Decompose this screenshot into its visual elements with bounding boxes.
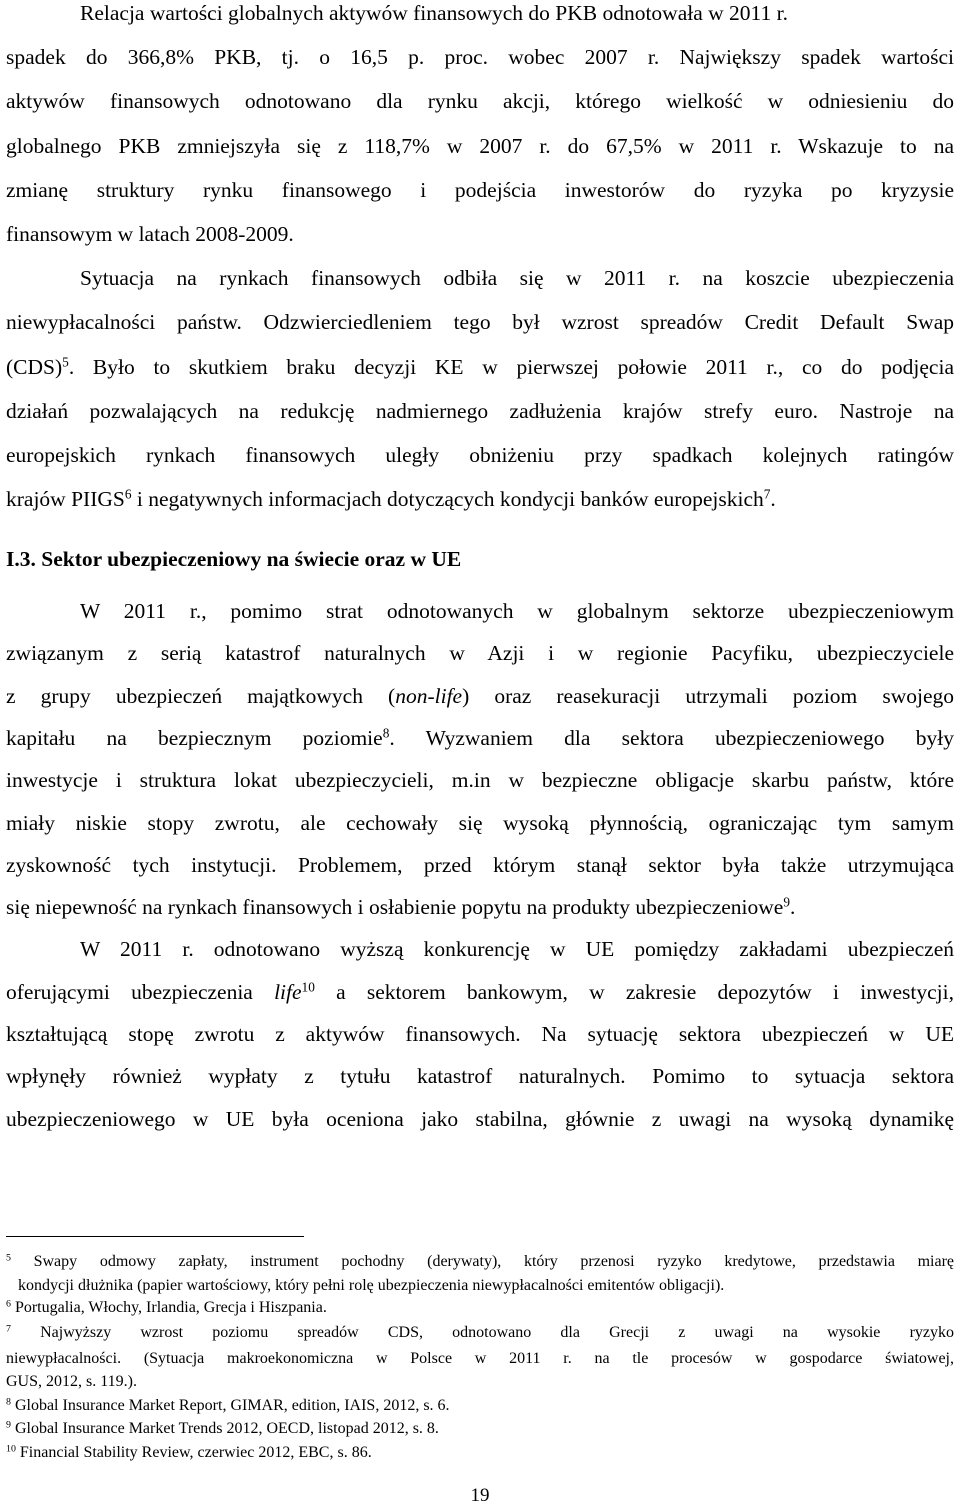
text-run: finansowym w latach 2008-2009. bbox=[6, 222, 294, 246]
text-line bbox=[6, 1021, 954, 1047]
text-line bbox=[80, 265, 954, 291]
footnote-line bbox=[18, 1276, 954, 1296]
text-line bbox=[6, 683, 954, 709]
text-run: się niepewność na rynkach finansowych i osłabienie popytu na produkty ubezpieczeniowe bbox=[6, 895, 784, 920]
footnote-ref: 10 bbox=[301, 979, 315, 995]
text-run: W 2011 r., pomimo strat odnotowanych w globalnym sektorze ubezpieczeniowym bbox=[80, 599, 954, 623]
text-run: kapitału na bezpiecznym poziomie bbox=[6, 725, 383, 750]
text-run: ) oraz reasekuracji utrzymali poziom swojego bbox=[462, 683, 954, 708]
text-line bbox=[6, 486, 954, 512]
page-number: 19 bbox=[470, 1485, 490, 1506]
text-line bbox=[6, 88, 954, 114]
text-line bbox=[6, 354, 954, 380]
text-run: wpłynęły również wypłaty z tytułu katastrof naturalnych. Pomimo to sytuacja sektora bbox=[6, 1064, 954, 1089]
text-line bbox=[80, 0, 954, 26]
text-run: . bbox=[790, 895, 796, 920]
footnote-number: 8 bbox=[6, 1396, 11, 1408]
text-run: . Było to skutkiem braku decyzji KE w pierwszej połowie 2011 r., co do podjęcia bbox=[68, 354, 954, 379]
text-line bbox=[6, 133, 954, 159]
text-line bbox=[6, 309, 954, 335]
footnote-line bbox=[6, 1252, 954, 1272]
text-run: Relacja wartości globalnych aktywów finansowych do PKB odnotowała w 2011 r. bbox=[80, 1, 788, 25]
footnote-line bbox=[6, 1372, 954, 1392]
footnote-line bbox=[6, 1323, 954, 1343]
text-run: ubezpieczeniowego w UE była oceniona jako stabilna, głównie z uwagi na wysoką dynamikę bbox=[6, 1106, 954, 1131]
italic-term: non-life bbox=[395, 683, 463, 708]
text-line bbox=[6, 177, 954, 203]
text-line bbox=[6, 1063, 954, 1089]
text-run: oferującymi ubezpieczenia bbox=[6, 979, 275, 1004]
footnote-number: 5 bbox=[6, 1252, 11, 1264]
text-line bbox=[6, 725, 954, 751]
text-run: . Wyzwaniem dla sektora ubezpieczeniowego były bbox=[389, 725, 954, 750]
text-run: miały niskie stopy zwrotu, ale cechowały się wysoką płynnością, ograniczając tym samym bbox=[6, 810, 954, 835]
footnote-number: 7 bbox=[6, 1323, 11, 1335]
footnote-line bbox=[6, 1443, 954, 1463]
text-run: europejskich rynkach finansowych uległy obniżeniu przy spadkach kolejnych ratingów bbox=[6, 443, 954, 467]
footnote-separator bbox=[6, 1236, 304, 1237]
footnote-line bbox=[6, 1396, 954, 1416]
footnote-line bbox=[6, 1419, 954, 1439]
text-line bbox=[6, 640, 954, 666]
footnote-ref: 9 bbox=[783, 894, 791, 910]
text-line bbox=[6, 852, 954, 878]
text-line bbox=[80, 598, 954, 624]
text-line bbox=[6, 810, 954, 836]
text-line bbox=[6, 442, 954, 468]
text-run: W 2011 r. odnotowano wyższą konkurencję w UE pomiędzy zakładami ubezpieczeń bbox=[80, 937, 954, 962]
footnote-text: GUS, 2012, s. 119.). bbox=[6, 1373, 137, 1390]
footnote-text: Swapy odmowy zapłaty, instrument pochodny (derywaty), który przenosi ryzyko kredytowe, przedstawia miarę bbox=[10, 1253, 954, 1270]
footnote-text: kondycji dłużnika (papier wartościowy, który pełni rolę ubezpieczenia niewypłacalności emitentów obligacji). bbox=[18, 1277, 725, 1294]
text-run: zmianę struktury rynku finansowego i podejścia inwestorów do ryzyka po kryzysie bbox=[6, 177, 954, 202]
footnote-text: Financial Stability Review, czerwiec 2012, EBC, s. 86. bbox=[15, 1444, 372, 1461]
text-run: (CDS) bbox=[6, 354, 63, 379]
text-run: krajów PIIGS bbox=[6, 487, 125, 512]
footnote-ref: 6 bbox=[124, 486, 132, 502]
footnote-ref: 7 bbox=[763, 486, 771, 502]
text-run: zyskowność tych instytucji. Problemem, przed którym stanął sektor była także utrzymująca bbox=[6, 852, 954, 877]
footnote-text: Najwyższy wzrost poziomu spreadów CDS, odnotowano dla Grecji z uwagi na wysokie ryzyko bbox=[10, 1324, 954, 1341]
text-run: Sytuacja na rynkach finansowych odbiła się w 2011 r. na koszcie ubezpieczenia bbox=[80, 266, 954, 291]
footnote-number: 10 bbox=[6, 1443, 16, 1455]
text-line bbox=[6, 979, 954, 1005]
text-line bbox=[6, 398, 954, 424]
footnote-number: 9 bbox=[6, 1419, 11, 1431]
footnote-line bbox=[6, 1349, 954, 1369]
footnote-line bbox=[6, 1298, 954, 1318]
text-line bbox=[6, 221, 954, 247]
text-run: i negatywnych informacjach dotyczących kondycji banków europejskich bbox=[131, 487, 764, 512]
text-run: związanym z serią katastrof naturalnych w Azji i w regionie Pacyfiku, ubezpieczyciele bbox=[6, 641, 954, 666]
text-run: spadek do 366,8% PKB, tj. o 16,5 p. proc. wobec 2007 r. Największy spadek wartości bbox=[6, 45, 954, 70]
italic-term: life bbox=[274, 979, 302, 1004]
text-line bbox=[6, 1106, 954, 1132]
text-line bbox=[80, 936, 954, 962]
text-line bbox=[6, 894, 954, 920]
footnote-ref: 8 bbox=[382, 725, 390, 741]
text-run: aktywów finansowych odnotowano dla rynku akcji, którego wielkość w odniesieniu do bbox=[6, 89, 954, 114]
text-run: . bbox=[770, 487, 776, 512]
footnote-text: Global Insurance Market Trends 2012, OECD, listopad 2012, s. 8. bbox=[10, 1420, 439, 1437]
text-run: z grupy ubezpieczeń majątkowych ( bbox=[6, 683, 396, 708]
text-run: globalnego PKB zmniejszyła się z 118,7% w 2007 r. do 67,5% w 2011 r. Wskazuje to na bbox=[6, 133, 954, 158]
text-run: działań pozwalających na redukcję nadmiernego zadłużenia krajów strefy euro. Nastroje na bbox=[6, 398, 954, 423]
footnote-text: Global Insurance Market Report, GIMAR, edition, IAIS, 2012, s. 6. bbox=[10, 1397, 450, 1414]
text-run: niewypłacalności państw. Odzwierciedleniem tego był wzrost spreadów Credit Default Swap bbox=[6, 310, 954, 335]
text-line bbox=[6, 767, 954, 793]
footnote-ref: 5 bbox=[62, 354, 69, 370]
text-line bbox=[6, 44, 954, 70]
text-run: , bbox=[948, 979, 954, 1004]
text-run: inwestycje i struktura lokat ubezpieczycieli, m.in w bezpieczne obligacje skarbu państw, które bbox=[6, 768, 954, 793]
footnote-text: Portugalia, Włochy, Irlandia, Grecja i Hiszpania. bbox=[10, 1299, 327, 1316]
section-heading: I.3. Sektor ubezpieczeniowy na świecie oraz w UE bbox=[6, 547, 462, 571]
text-run: kształtującą stopę zwrotu z aktywów finansowych. Na sytuację sektora ubezpieczeń w UE bbox=[6, 1022, 954, 1046]
text-run: a sektorem bankowym, w zakresie depozytów i inwestycji bbox=[314, 979, 949, 1004]
footnote-text: niewypłacalności. (Sytuacja makroekonomiczna w Polsce w 2011 r. na tle procesów w gospodarce światowej, bbox=[6, 1350, 954, 1367]
footnote-number: 6 bbox=[6, 1298, 11, 1310]
